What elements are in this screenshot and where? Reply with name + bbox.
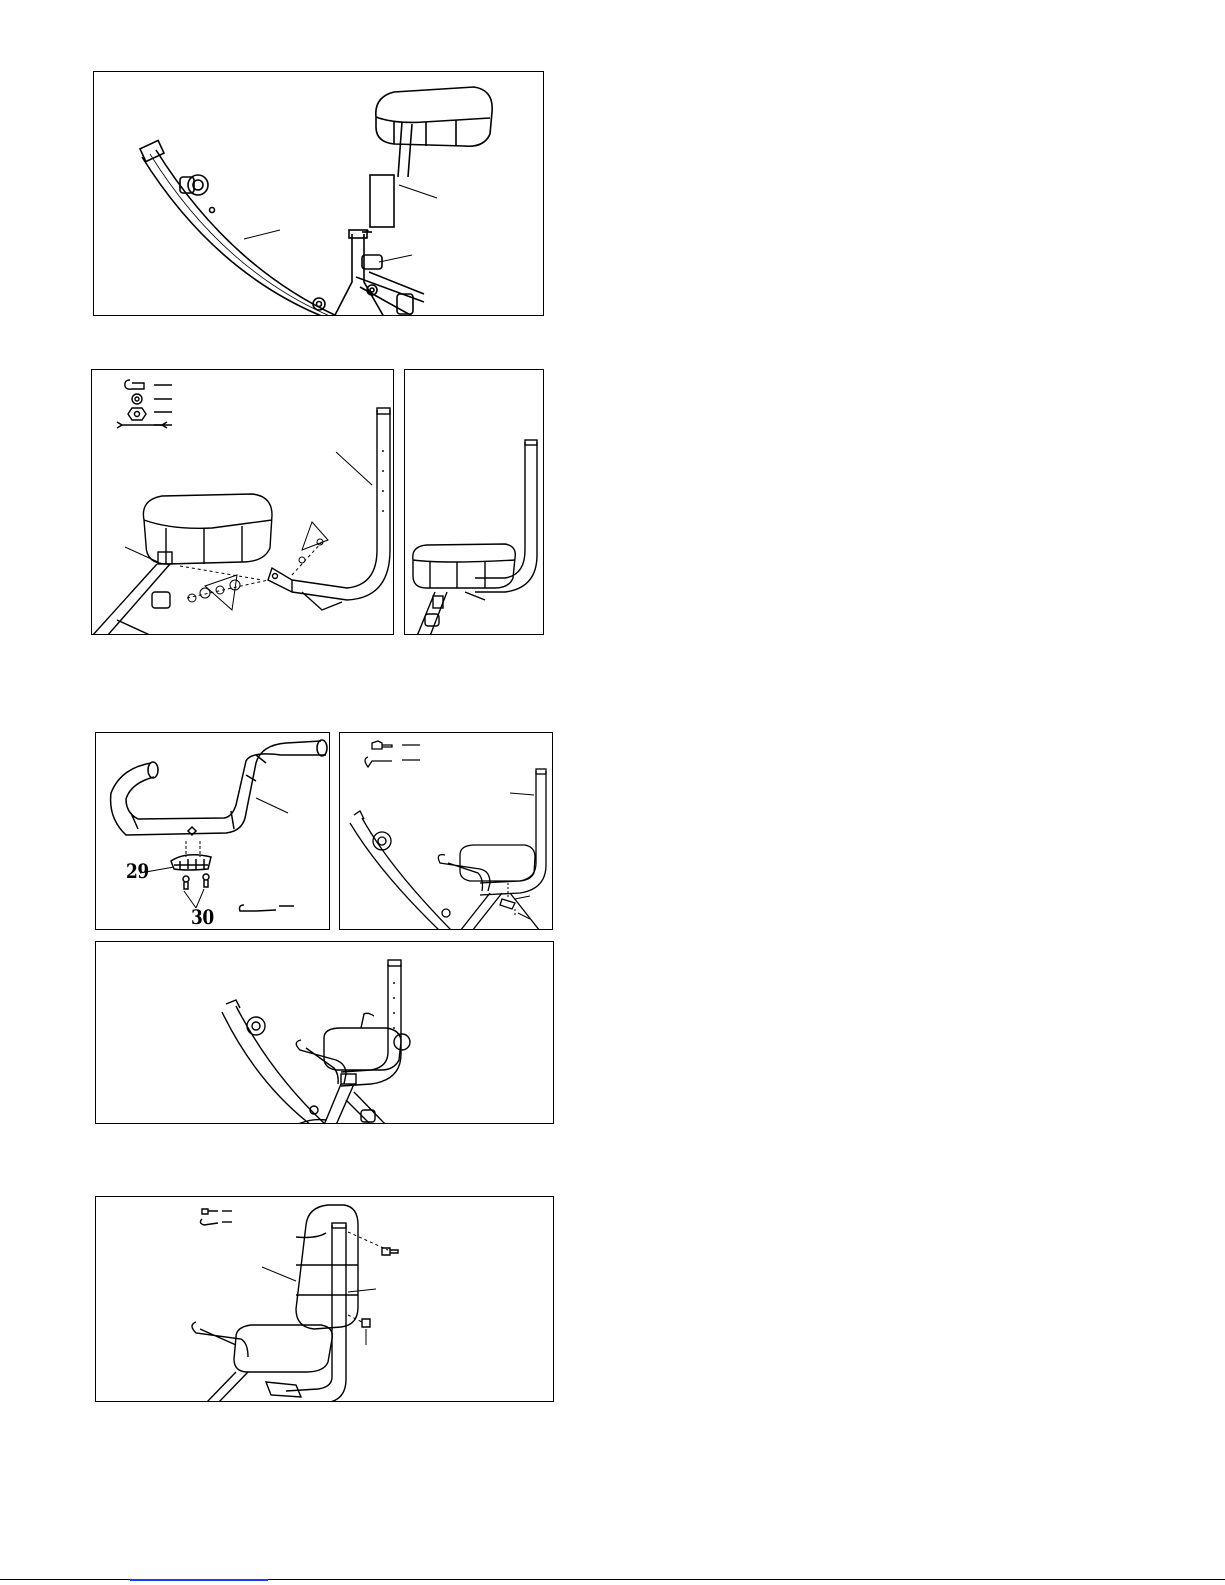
washer-icon	[132, 394, 172, 404]
footer-link-underline[interactable]	[130, 1579, 268, 1581]
nut-icon	[128, 408, 172, 420]
allen-key-icon	[365, 757, 420, 767]
callout-29: 29	[126, 859, 149, 883]
handlebar-assembled-diagram	[96, 942, 554, 1124]
seat-frame-assembled-diagram	[405, 370, 544, 635]
bolt-icon	[202, 1209, 232, 1214]
handlebar-parts-diagram	[96, 733, 330, 930]
bolt-icon	[372, 741, 420, 749]
seat-post-assembly-panel	[93, 71, 544, 316]
backrest-assembly-diagram	[96, 1197, 554, 1402]
seat-frame-assembly-panel	[91, 369, 394, 635]
bolt-icon	[125, 380, 172, 389]
handlebar-install-panel	[339, 732, 553, 930]
seat-post-diagram	[94, 72, 544, 316]
handlebar-assembled-panel	[95, 941, 554, 1124]
backrest-assembly-panel	[95, 1196, 554, 1402]
allen-key-icon	[240, 905, 295, 911]
handlebar-parts-panel	[95, 732, 330, 930]
callout-30: 30	[191, 905, 214, 929]
handlebar-install-diagram	[340, 733, 553, 930]
wrench-icon	[117, 422, 172, 428]
allen-key-icon	[200, 1219, 232, 1225]
seat-frame-assembled-panel	[404, 369, 544, 635]
hardware-exploded	[180, 522, 328, 610]
seat-frame-diagram	[92, 370, 394, 635]
